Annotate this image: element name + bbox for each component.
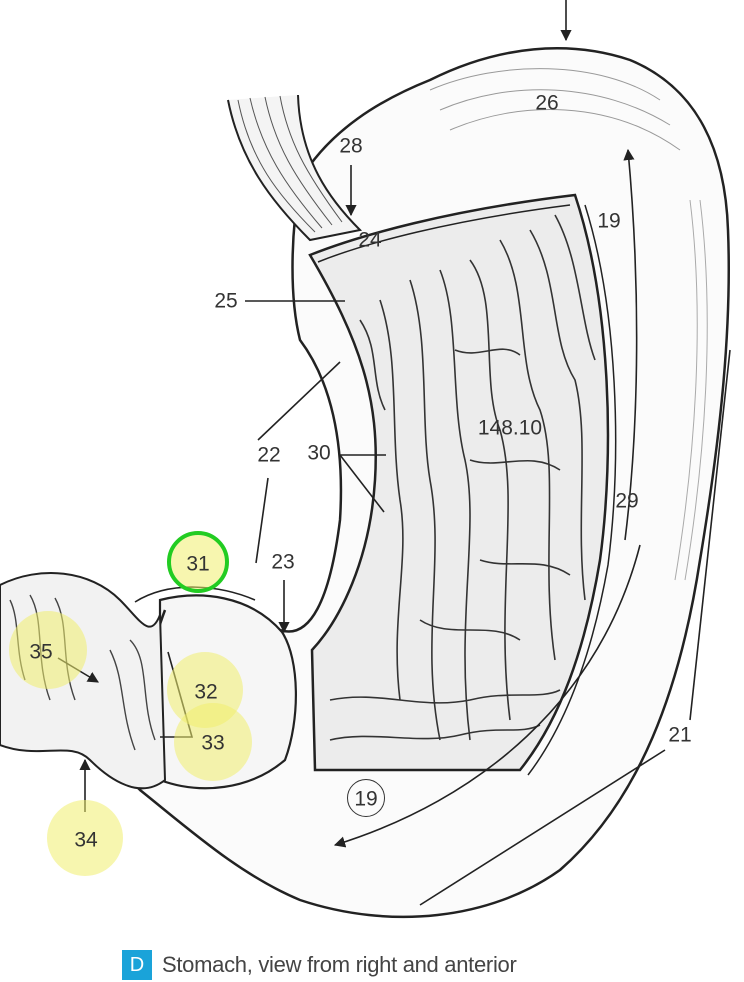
label-25: 25 (214, 289, 238, 313)
caption-text: Stomach, view from right and anterior (162, 952, 517, 977)
panel-letter-badge: D (122, 950, 152, 980)
label-28: 28 (339, 134, 363, 158)
figure-caption (122, 948, 517, 982)
label-24: 24 (358, 228, 382, 252)
label-xref-148-10: 148.10 (477, 416, 543, 440)
label-32: 32 (194, 680, 218, 704)
label-35: 35 (29, 640, 53, 664)
label-21: 21 (668, 723, 692, 747)
label-31[interactable]: 31 (186, 552, 210, 576)
label-29: 29 (615, 489, 639, 513)
label-33: 33 (201, 731, 225, 755)
label-23: 23 (271, 550, 295, 574)
label-26: 26 (535, 91, 559, 115)
label-34: 34 (74, 828, 98, 852)
label-22: 22 (257, 443, 281, 467)
label-19-bottom: 19 (354, 787, 378, 811)
label-30: 30 (307, 441, 331, 465)
label-19-top: 19 (597, 209, 621, 233)
